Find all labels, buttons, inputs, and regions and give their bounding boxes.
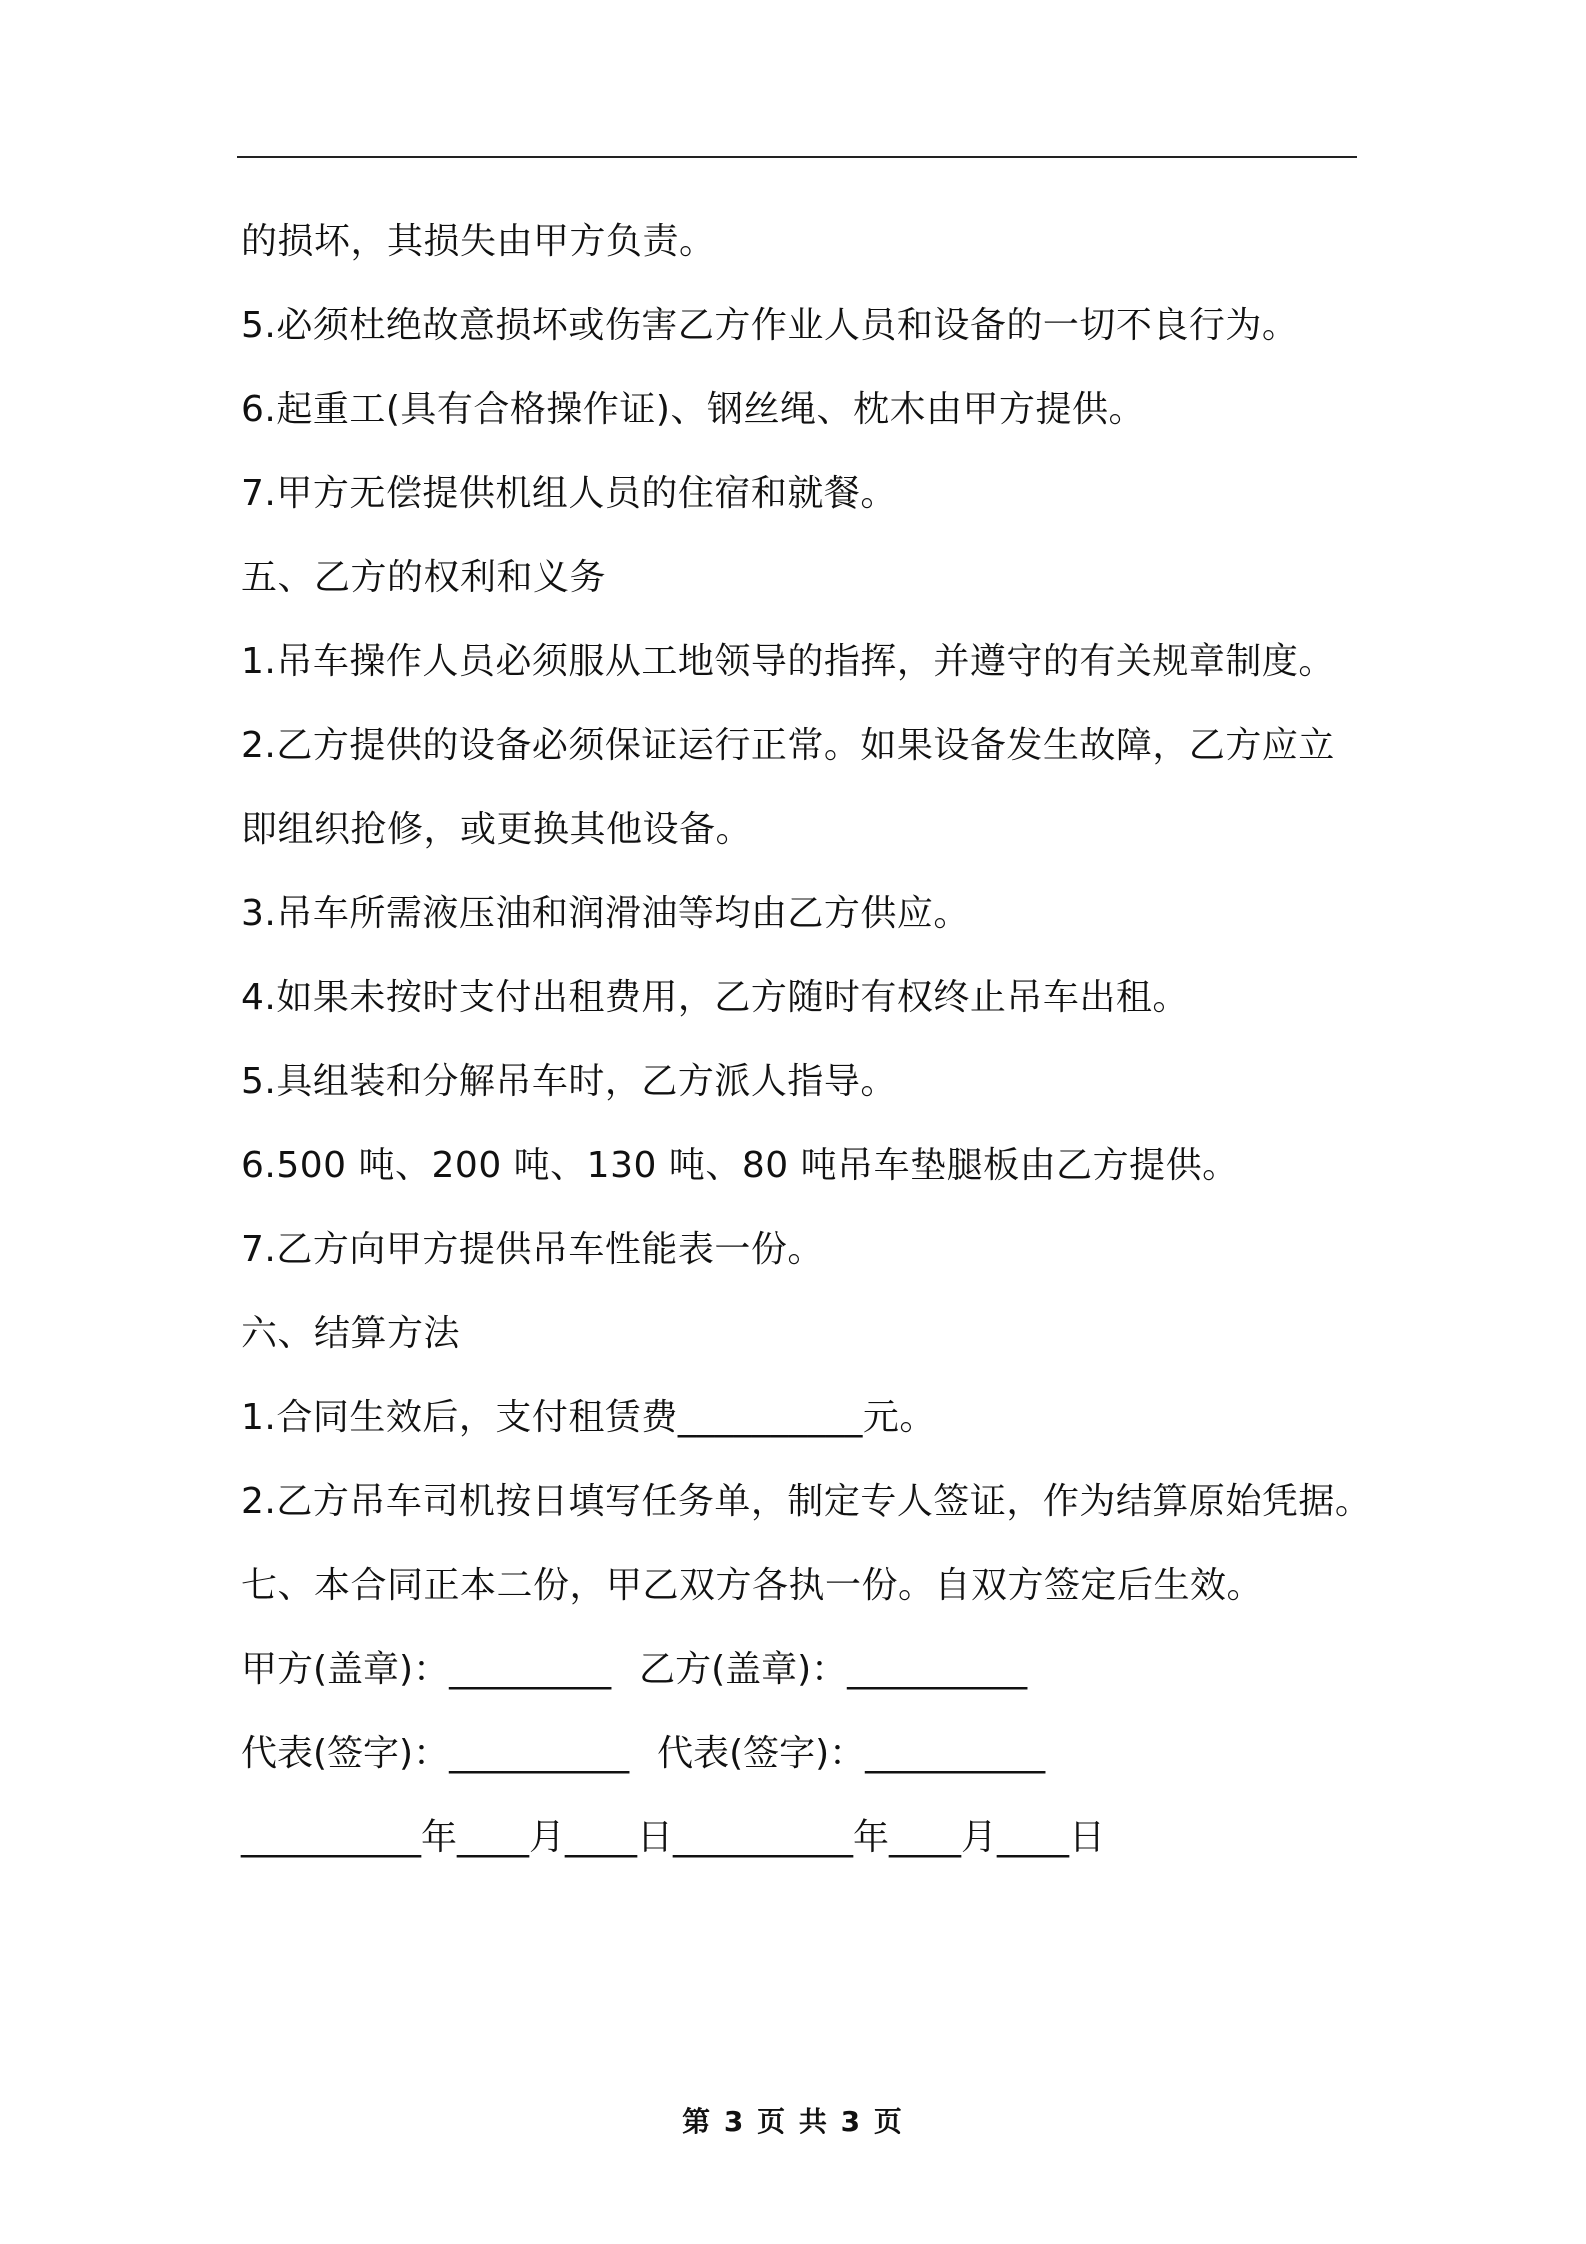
body-line: 4.如果未按时支付出租费用，乙方随时有权终止吊车出租。 bbox=[241, 977, 1189, 1018]
party-b-date-field: __________年____月____日 bbox=[673, 1817, 1105, 1858]
date-row bbox=[241, 1796, 1361, 1880]
header-rule bbox=[237, 156, 1357, 158]
body-line: 1.吊车操作人员必须服从工地领导的指挥，并遵守的有关规章制度。 bbox=[241, 641, 1335, 682]
party-a-date-field: __________年____月____日 bbox=[241, 1817, 673, 1858]
body-line: 7.乙方向甲方提供吊车性能表一份。 bbox=[241, 1229, 824, 1270]
body-line: 2.乙方吊车司机按日填写任务单，制定专人签证，作为结算原始凭据。 bbox=[241, 1481, 1372, 1522]
body-line: 6.500 吨、200 吨、130 吨、80 吨吊车垫腿板由乙方提供。 bbox=[241, 1145, 1239, 1186]
body-line: 5.具组装和分解吊车时，乙方派人指导。 bbox=[241, 1061, 897, 1102]
party-a-rep-field: 代表(签字)：__________ bbox=[241, 1733, 630, 1774]
page-number: 第 3 页 共 3 页 bbox=[682, 2105, 904, 2138]
section-heading: 五、乙方的权利和义务 bbox=[241, 557, 607, 598]
body-line: 2.乙方提供的设备必须保证运行正常。如果设备发生故障，乙方应立 bbox=[241, 725, 1335, 766]
section-heading: 六、结算方法 bbox=[241, 1313, 461, 1354]
representative-row bbox=[241, 1712, 1361, 1796]
body-line: 的损坏，其损失由甲方负责。 bbox=[241, 221, 716, 262]
body-line: 6.起重工(具有合格操作证)、钢丝绳、枕木由甲方提供。 bbox=[241, 389, 1145, 430]
body-line: 1.合同生效后，支付租赁费__________元。 bbox=[241, 1397, 936, 1438]
section-heading: 七、本合同正本二份，甲乙双方各执一份。自双方签定后生效。 bbox=[241, 1565, 1264, 1606]
body-line: 7.甲方无偿提供机组人员的住宿和就餐。 bbox=[241, 473, 897, 514]
seal-row bbox=[241, 1628, 1361, 1712]
party-a-seal-field: 甲方(盖章)：_________ bbox=[241, 1649, 612, 1690]
party-b-seal-field: 乙方(盖章)：__________ bbox=[639, 1649, 1028, 1690]
party-b-rep-field: 代表(签字)：__________ bbox=[657, 1733, 1046, 1774]
document-body bbox=[241, 200, 1372, 1880]
body-line: 5.必须杜绝故意损坏或伤害乙方作业人员和设备的一切不良行为。 bbox=[241, 305, 1299, 346]
body-line: 即组织抢修，或更换其他设备。 bbox=[241, 809, 753, 850]
body-line: 3.吊车所需液压油和润滑油等均由乙方供应。 bbox=[241, 893, 970, 934]
